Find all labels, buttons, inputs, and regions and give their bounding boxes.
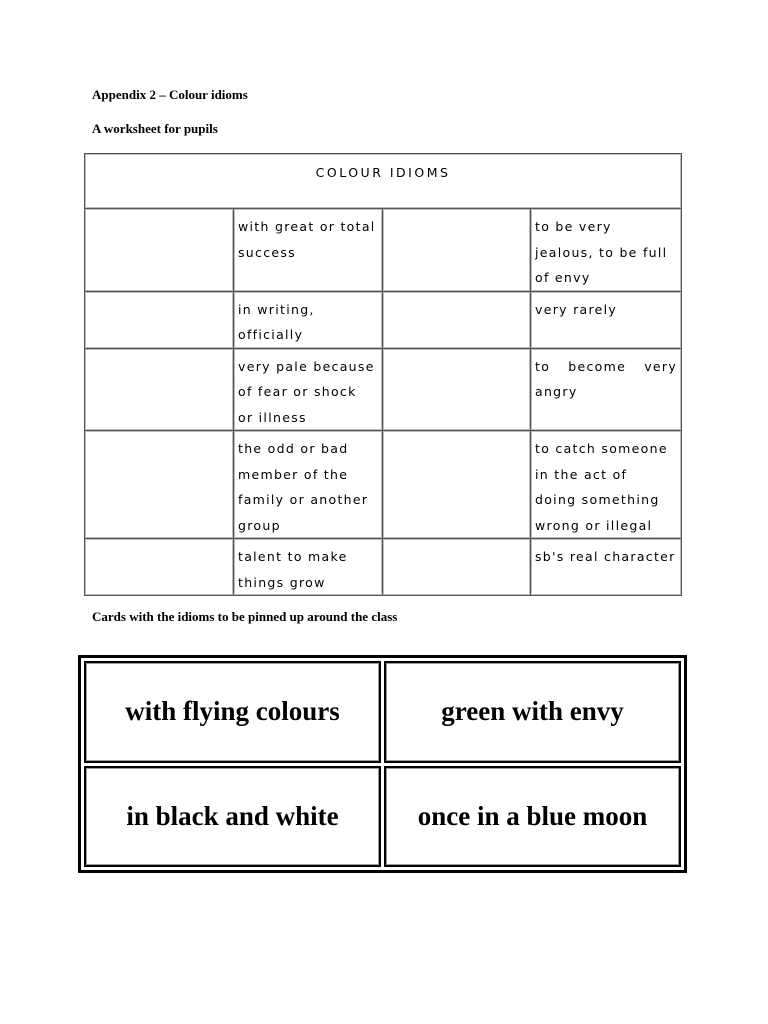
meaning-line: very pale because [238,358,375,374]
meaning-line: to become very [535,358,678,374]
table-row [85,291,682,348]
meaning-line: of envy [535,270,591,285]
table-row [85,539,682,596]
idiom-blank-cell [85,348,234,431]
meaning-cell [234,209,383,292]
meaning-line: things grow [238,574,326,590]
meaning-line: in the act of [535,466,628,482]
meaning-line: success [238,244,296,260]
meaning-line: very rarely [535,301,618,317]
meaning-line: member of the [238,466,349,482]
meaning-cell [234,539,383,596]
idiom-blank-cell [85,539,234,596]
meaning-line: angry [535,384,578,399]
meaning-line: the odd or bad [238,441,349,456]
idiom-blank-cell [383,291,531,348]
worksheet-table [84,153,682,596]
meaning-line: with great or total [238,219,376,234]
meaning-line: sb's real character [535,549,676,564]
worksheet-header-row [85,154,682,209]
meaning-line: family or another [238,492,369,507]
meaning-cell [531,209,682,292]
idiom-cards-grid [78,655,687,873]
meaning-line: or illness [238,409,307,425]
idiom-card: in black and white [84,766,381,868]
table-row [85,348,682,431]
meaning-cell [234,431,383,539]
meaning-cell [234,291,383,348]
worksheet-header: COLOUR IDIOMS [85,154,682,209]
cards-title: Cards with the idioms to be pinned up around the class [92,609,398,624]
meaning-line: talent to make [238,549,348,564]
table-row [85,431,682,539]
table-row [85,209,682,292]
worksheet-title: A worksheet for pupils [92,121,218,136]
meaning-line: jealous, to be full [535,244,668,260]
meaning-line: officially [238,327,304,342]
idiom-blank-cell [383,431,531,539]
meaning-cell [531,539,682,596]
meaning-line: wrong or illegal [535,517,653,533]
appendix-title: Appendix 2 – Colour idioms [92,87,248,102]
meaning-line: of fear or shock [238,384,357,399]
meaning-line: to be very [535,219,612,234]
idiom-blank-cell [85,291,234,348]
meaning-line: group [238,517,281,533]
idiom-card: once in a blue moon [384,766,681,868]
meaning-cell [531,291,682,348]
idiom-blank-cell [383,348,531,431]
idiom-blank-cell [85,209,234,292]
idiom-blank-cell [85,431,234,539]
meaning-cell [531,348,682,431]
idiom-blank-cell [383,539,531,596]
meaning-line: to catch someone [535,441,668,456]
idiom-blank-cell [383,209,531,292]
idiom-card: with flying colours [84,661,381,763]
meaning-cell [234,348,383,431]
meaning-line: in writing, [238,301,315,317]
meaning-cell [531,431,682,539]
meaning-line: doing something [535,492,660,507]
idiom-card: green with envy [384,661,681,763]
